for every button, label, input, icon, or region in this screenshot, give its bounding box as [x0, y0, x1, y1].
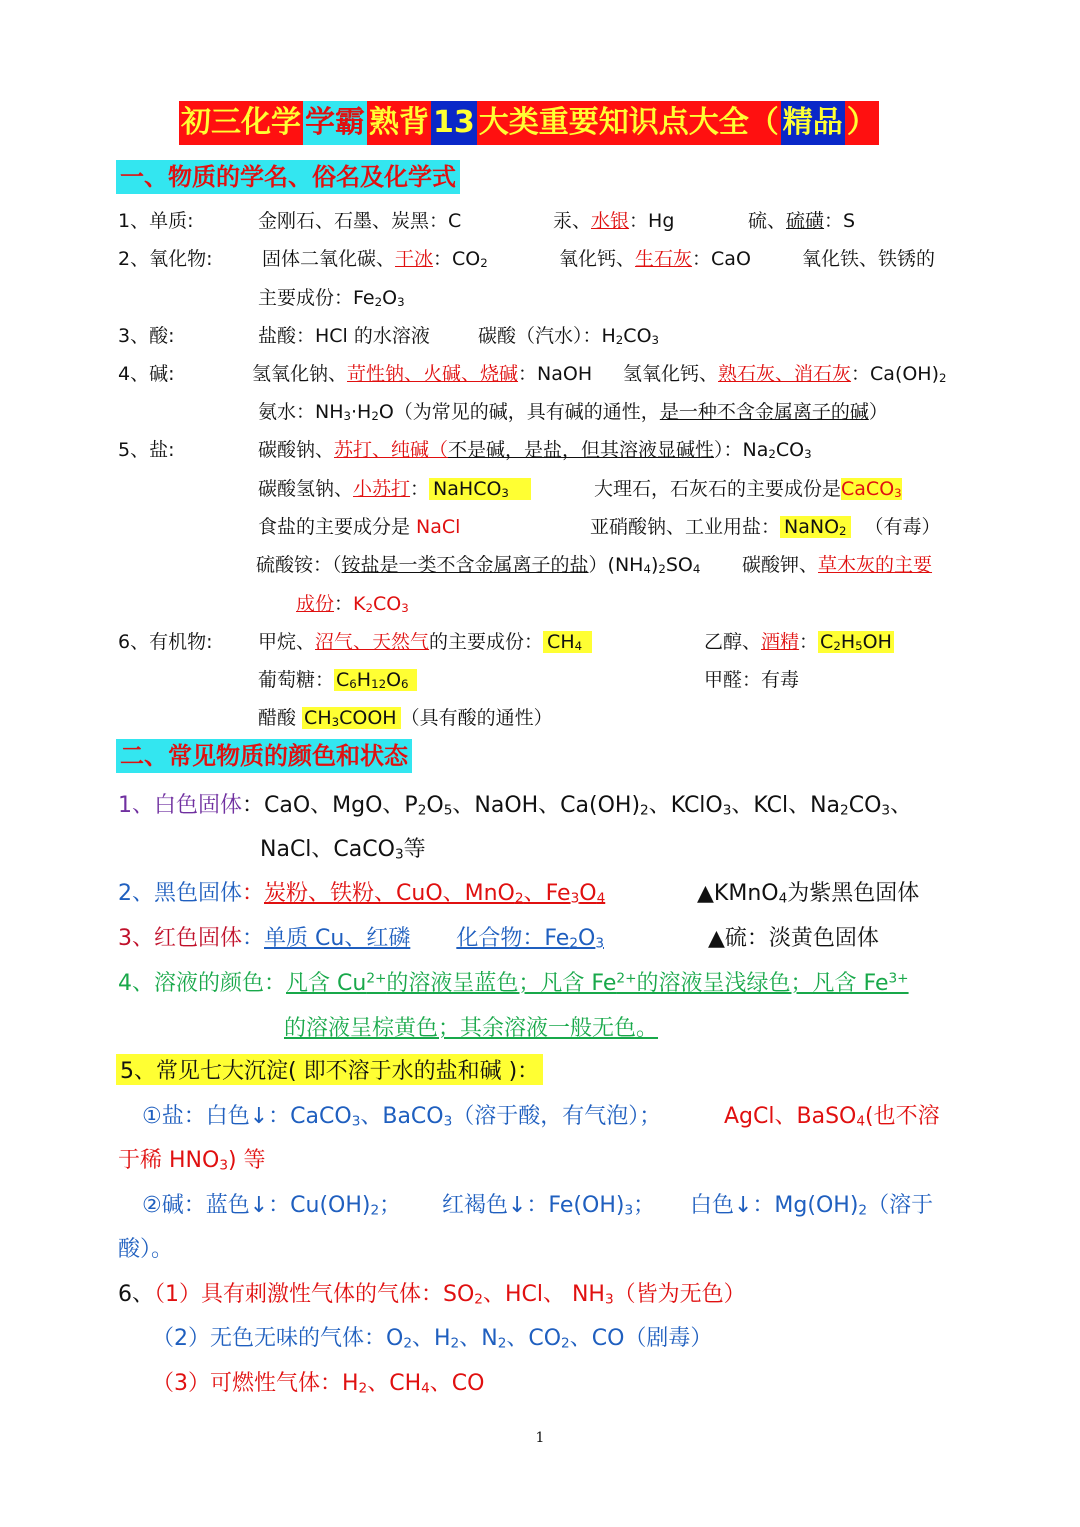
text: 硫酸铵：（	[256, 554, 342, 576]
underlined-text	[286, 971, 909, 996]
highlight-text: NaCl	[416, 516, 461, 538]
subscript: 2	[474, 1291, 483, 1308]
text: 、	[890, 793, 913, 818]
highlighted-formula	[429, 478, 531, 500]
row-5b-item-b	[594, 474, 902, 501]
subscript: 2	[768, 447, 776, 462]
text: ：	[242, 926, 265, 951]
text: 金刚石、石墨、炭黑：C	[258, 210, 462, 232]
subscript: 2	[374, 295, 383, 310]
text: OH	[862, 631, 892, 653]
text: K	[353, 593, 366, 615]
title-part-6: 精品	[781, 101, 845, 145]
row-3-item-b	[478, 321, 659, 348]
text: ：	[334, 593, 354, 615]
row-6c-item-a	[258, 703, 553, 730]
highlight-text: 草木灰的主要	[818, 554, 933, 576]
subscript: 3	[443, 1113, 453, 1130]
base-precipitates-line	[142, 1188, 401, 1219]
subscript: 3	[331, 715, 340, 730]
row-1-item-b	[553, 206, 674, 233]
sulfur-note: ▲硫：淡黄色固体	[708, 926, 879, 951]
text: 硫、	[748, 210, 787, 232]
row-2-item-b	[559, 244, 751, 271]
text: 氢氧化钠、	[252, 363, 348, 385]
text: 单质 Cu、红磷	[264, 926, 411, 951]
text: ▲KMnO	[697, 881, 779, 906]
subscript: 2	[358, 1380, 368, 1397]
highlighted-formula	[780, 516, 851, 538]
solution-colors-line	[118, 966, 909, 997]
page-number: 1	[535, 1430, 545, 1446]
text: NaHCO	[433, 478, 502, 500]
text: 碳酸钾、	[742, 554, 819, 576]
subscript: 2	[640, 802, 649, 819]
text: 等	[403, 837, 426, 862]
highlight-text: 熟石灰、消石灰	[718, 363, 852, 385]
text: ：	[410, 478, 430, 500]
title-part-3: 熟背	[367, 101, 431, 145]
row-6b-item-b: 甲醛：有毒	[704, 669, 800, 691]
red-solids-line	[118, 921, 616, 952]
subscript: 4	[643, 562, 651, 577]
text: SO	[443, 1282, 475, 1307]
subscript: 3	[722, 802, 732, 819]
text: （1）具有刺激性气体的气体：	[154, 1282, 443, 1307]
text: （3）可燃性气体：H	[152, 1371, 359, 1396]
row-5e-continuation	[296, 589, 409, 616]
base-precipitates-continuation: 酸）。	[118, 1237, 174, 1262]
irritating-gases-line	[118, 1277, 746, 1308]
text: ）	[868, 401, 888, 423]
highlight-text: 干冰	[395, 248, 434, 270]
text: 氨水：NH	[258, 401, 344, 423]
text: ·H	[351, 401, 372, 423]
subscript: 2	[840, 802, 849, 819]
subscript: 3	[570, 890, 580, 907]
text: 食盐的主要成分是	[258, 516, 417, 538]
row-2-item-a	[262, 244, 488, 271]
title-part-2: 学霸	[303, 101, 367, 145]
highlight-text: 沼气、天然气	[315, 631, 430, 653]
subscript: 2	[561, 1335, 570, 1352]
section-2-heading: 二、常见物质的颜色和状态	[116, 739, 412, 773]
precipitates-heading: 5、常见七大沉淀( 即不溶于水的盐和碱 )：	[116, 1054, 543, 1085]
subscript: 12	[371, 677, 387, 692]
row-4-item-b	[623, 359, 947, 386]
superscript: 2+	[366, 970, 387, 987]
subscript: 2	[939, 371, 947, 386]
row-6-item-a	[258, 627, 592, 654]
text: 汞、	[553, 210, 592, 232]
subscript: 2	[403, 1335, 412, 1352]
title-part-1: 初三化学	[179, 101, 303, 145]
subscript: 2	[480, 256, 488, 271]
text: 、CO	[506, 1326, 562, 1351]
text: ：	[242, 881, 265, 906]
subscript: 5	[855, 639, 863, 654]
highlight-text: 苛性钠、火碱、烧碱	[347, 363, 519, 385]
text: ：CO	[433, 248, 481, 270]
text: （2）无色无味的气体：O	[152, 1326, 404, 1351]
text: 葡萄糖：	[258, 669, 335, 691]
text: C	[336, 669, 350, 691]
row-4-item-a	[252, 359, 592, 386]
text: 碳酸氢钠、	[258, 478, 354, 500]
subscript: 2	[615, 333, 624, 348]
text: 炭粉、铁粉、CuO、MnO	[264, 881, 515, 906]
highlighted-formula	[818, 631, 894, 653]
text: ：Ca(OH)	[851, 363, 940, 385]
row-label-organics: 6、有机物:	[118, 631, 213, 653]
row-label-acids: 3、酸:	[118, 325, 175, 347]
subscript: 3	[604, 1291, 614, 1308]
text: H	[356, 669, 372, 691]
text: 白色↓：Mg(OH)	[690, 1193, 859, 1218]
text: CO	[775, 439, 805, 461]
text: O	[386, 669, 402, 691]
text: 、N	[459, 1326, 498, 1351]
row-4-continuation	[258, 397, 888, 424]
text: 、Fe	[523, 881, 571, 906]
row-label-oxides: 2、氧化物:	[118, 248, 213, 270]
text: 、CH	[367, 1371, 422, 1396]
text: 、H	[412, 1326, 451, 1351]
white-solids-continuation	[260, 832, 426, 863]
text: 化合物：Fe	[456, 926, 570, 951]
text: O	[426, 793, 444, 818]
subscript: 4	[778, 890, 788, 907]
text: C	[820, 631, 834, 653]
text: 、CO	[429, 1371, 485, 1396]
subscript: 3	[343, 409, 352, 424]
magnesium-hydroxide-item	[690, 1188, 933, 1219]
subscript: 3	[401, 601, 409, 616]
text: ②碱：蓝色↓：Cu(OH)	[142, 1193, 371, 1218]
section-1-heading: 一、物质的学名、俗名及化学式	[116, 160, 460, 194]
subscript: 3	[894, 486, 902, 501]
subscript: 3	[397, 295, 405, 310]
subscript: 4	[856, 1113, 866, 1130]
page-title	[179, 101, 879, 145]
highlight-text: 成份	[296, 593, 335, 615]
text: NaCl、CaCO	[260, 837, 395, 862]
subscript: 3	[595, 935, 604, 952]
title-part-7: ）	[845, 101, 879, 145]
subscript: 2	[658, 562, 666, 577]
text: 固体二氧化碳、	[262, 248, 396, 270]
text: 醋酸	[258, 707, 303, 729]
highlighted-formula	[302, 707, 401, 729]
text: ：S	[824, 210, 856, 232]
row-5b-item-a	[258, 474, 531, 501]
text: O	[382, 287, 398, 309]
subscript: 2	[514, 890, 524, 907]
text: CO	[373, 593, 402, 615]
subscript: 2	[450, 1335, 460, 1352]
subscript: 3	[881, 802, 891, 819]
text: （皆为无色）	[613, 1282, 746, 1307]
subscript: 6	[349, 677, 357, 692]
row-2-item-c: 氧化铁、铁锈的	[802, 248, 936, 270]
text: 、CO（剧毒）	[569, 1326, 713, 1351]
text: O（为常见的碱，具有碱的通性，	[378, 401, 660, 423]
row-6-item-b	[704, 627, 894, 654]
subscript: 4	[596, 890, 606, 907]
superscript: 2+	[616, 970, 637, 987]
row-6b-item-a	[258, 665, 417, 692]
title-part-5: 大类重要知识点大全（	[477, 101, 781, 145]
text: 6、	[118, 1282, 154, 1307]
text: ①盐：白色↓：CaCO	[142, 1104, 352, 1129]
row-label-elements: 1、单质:	[118, 210, 194, 232]
category-label: 4、溶液的颜色	[118, 971, 264, 996]
subscript: 3	[651, 333, 660, 348]
flammable-gases-line	[152, 1366, 484, 1397]
silver-chloride-note	[724, 1099, 940, 1130]
row-5d-item-b	[742, 550, 932, 577]
subscript: 6	[401, 677, 409, 692]
text: 、HCl、 NH	[482, 1282, 605, 1307]
subscript: 2	[858, 1202, 868, 1219]
subscript: 3	[501, 486, 509, 501]
row-5c-item-a	[258, 512, 460, 539]
text: ；	[379, 1193, 402, 1218]
highlighted-formula	[334, 669, 417, 691]
row-1-item-c	[748, 206, 855, 233]
category-label: 3、红色固体	[118, 926, 242, 951]
text: 主要成份：Fe	[258, 287, 375, 309]
subscript: 4	[421, 1380, 430, 1397]
text: （具有酸的通性）	[400, 707, 553, 729]
underlined-list	[264, 881, 643, 906]
subscript: 3	[351, 1113, 361, 1130]
subscript: 4	[574, 639, 583, 654]
highlight-text: 生石灰	[635, 248, 693, 270]
black-solids-line	[118, 876, 643, 907]
highlight-text: 水银	[591, 210, 630, 232]
category-label: 2、黑色固体	[118, 881, 242, 906]
salt-precipitates-line	[142, 1099, 661, 1130]
subscript: 2	[371, 409, 379, 424]
text: ：CaO	[692, 248, 751, 270]
text: O	[579, 881, 597, 906]
text: ：CaO、MgO、P	[242, 793, 418, 818]
title-part-4: 13	[431, 101, 477, 145]
text: 亚硝酸钠、工业用盐：	[590, 516, 781, 538]
text: 于稀 HNO	[118, 1148, 220, 1173]
text: SO	[665, 554, 693, 576]
row-label-bases: 4、碱:	[118, 363, 175, 385]
text: 碳酸（汽水）：H	[478, 325, 616, 347]
text: 、KCl、Na	[731, 793, 841, 818]
highlight-text: 苏打、纯碱（	[334, 439, 449, 461]
text: 、KClO	[648, 793, 723, 818]
text: CO	[848, 793, 882, 818]
text: 红褐色↓：Fe(OH)	[442, 1193, 625, 1218]
text: ：	[264, 971, 287, 996]
text: NaNO	[784, 516, 840, 538]
underlined-text: 硫磺	[786, 210, 825, 232]
subscript: 2	[370, 1202, 380, 1219]
text: 的溶液呈浅绿色；凡含 Fe	[636, 971, 889, 996]
text: 大理石，石灰石的主要成份是	[594, 478, 842, 500]
kmno4-note	[697, 876, 919, 907]
row-5-item-a	[258, 435, 812, 462]
salt-precipitates-continuation	[118, 1143, 266, 1174]
text: CH	[304, 707, 332, 729]
text: O	[578, 926, 596, 951]
solution-colors-continuation: 的溶液呈棕黄色；其余溶液一般无色。	[284, 1016, 659, 1041]
row-5c-item-b	[590, 512, 941, 539]
subscript: 2	[417, 802, 427, 819]
text: H	[840, 631, 856, 653]
text: 凡含 Cu	[286, 971, 367, 996]
text: 为紫黑色固体	[787, 881, 920, 906]
subscript: 5	[443, 802, 453, 819]
text: ：Hg	[629, 210, 675, 232]
text: （有毒）	[864, 516, 941, 538]
text: CO	[623, 325, 652, 347]
text: 氧化钙、	[559, 248, 636, 270]
highlighted-formula	[841, 478, 902, 500]
text: 氢氧化钙、	[623, 363, 719, 385]
row-2-continuation	[258, 283, 405, 310]
text	[142, 1104, 661, 1129]
underlined-text: 不是碱，是盐，但其溶液显碱性	[448, 439, 715, 461]
subscript: 3	[219, 1157, 228, 1174]
row-1-item-a	[258, 206, 461, 233]
subscript: 2	[839, 524, 847, 539]
text: CH	[547, 631, 575, 653]
text: ：NaOH	[518, 363, 593, 385]
subscript: 2	[833, 639, 841, 654]
odorless-gases-line	[152, 1321, 712, 1352]
text: 、BaCO	[360, 1104, 444, 1129]
subscript: 2	[365, 601, 373, 616]
underlined-list	[264, 926, 616, 951]
text: （溶于酸，有气泡）；	[452, 1104, 662, 1129]
text: ；	[633, 1193, 656, 1218]
text: COOH	[339, 707, 397, 729]
text: )	[650, 554, 659, 576]
highlight-text: 酒精	[761, 631, 800, 653]
white-solids-line	[118, 788, 912, 819]
underlined-text: 铵盐是一类不含金属离子的盐	[341, 554, 589, 576]
text: ）：Na	[714, 439, 769, 461]
subscript: 3	[624, 1202, 634, 1219]
row-label-salts: 5、盐:	[118, 439, 175, 461]
superscript: 3+	[888, 970, 909, 987]
subscript: 3	[804, 447, 812, 462]
category-label: 1、白色固体	[118, 793, 242, 818]
text: ) 等	[227, 1148, 266, 1173]
subscript: 3	[394, 846, 404, 863]
text: ）(NH	[588, 554, 644, 576]
text: 甲烷、	[258, 631, 316, 653]
highlight-text: 小苏打	[353, 478, 411, 500]
subscript: 2	[569, 935, 578, 952]
text	[154, 1282, 746, 1307]
text: （溶于	[867, 1193, 934, 1218]
subscript: 2	[497, 1335, 507, 1352]
formula	[353, 593, 409, 615]
underlined-text: 是一种不含金属离子的碱	[659, 401, 869, 423]
text: 乙醇、	[704, 631, 762, 653]
text: 、NaOH、Ca(OH)	[452, 793, 641, 818]
text: 的主要成份：	[429, 631, 544, 653]
highlighted-formula	[543, 631, 592, 653]
text: 的溶液呈蓝色；凡含 Fe	[386, 971, 617, 996]
subscript: 4	[692, 562, 701, 577]
text: AgCl、BaSO	[724, 1104, 857, 1129]
text: CaCO	[841, 478, 895, 500]
text: 碳酸钠、	[258, 439, 335, 461]
text: (也不溶	[865, 1104, 940, 1129]
text: ：	[799, 631, 819, 653]
row-5d-item-a	[256, 550, 700, 577]
row-3-item-a: 盐酸：HCl 的水溶液	[258, 325, 430, 347]
ferric-hydroxide-item	[442, 1188, 655, 1219]
